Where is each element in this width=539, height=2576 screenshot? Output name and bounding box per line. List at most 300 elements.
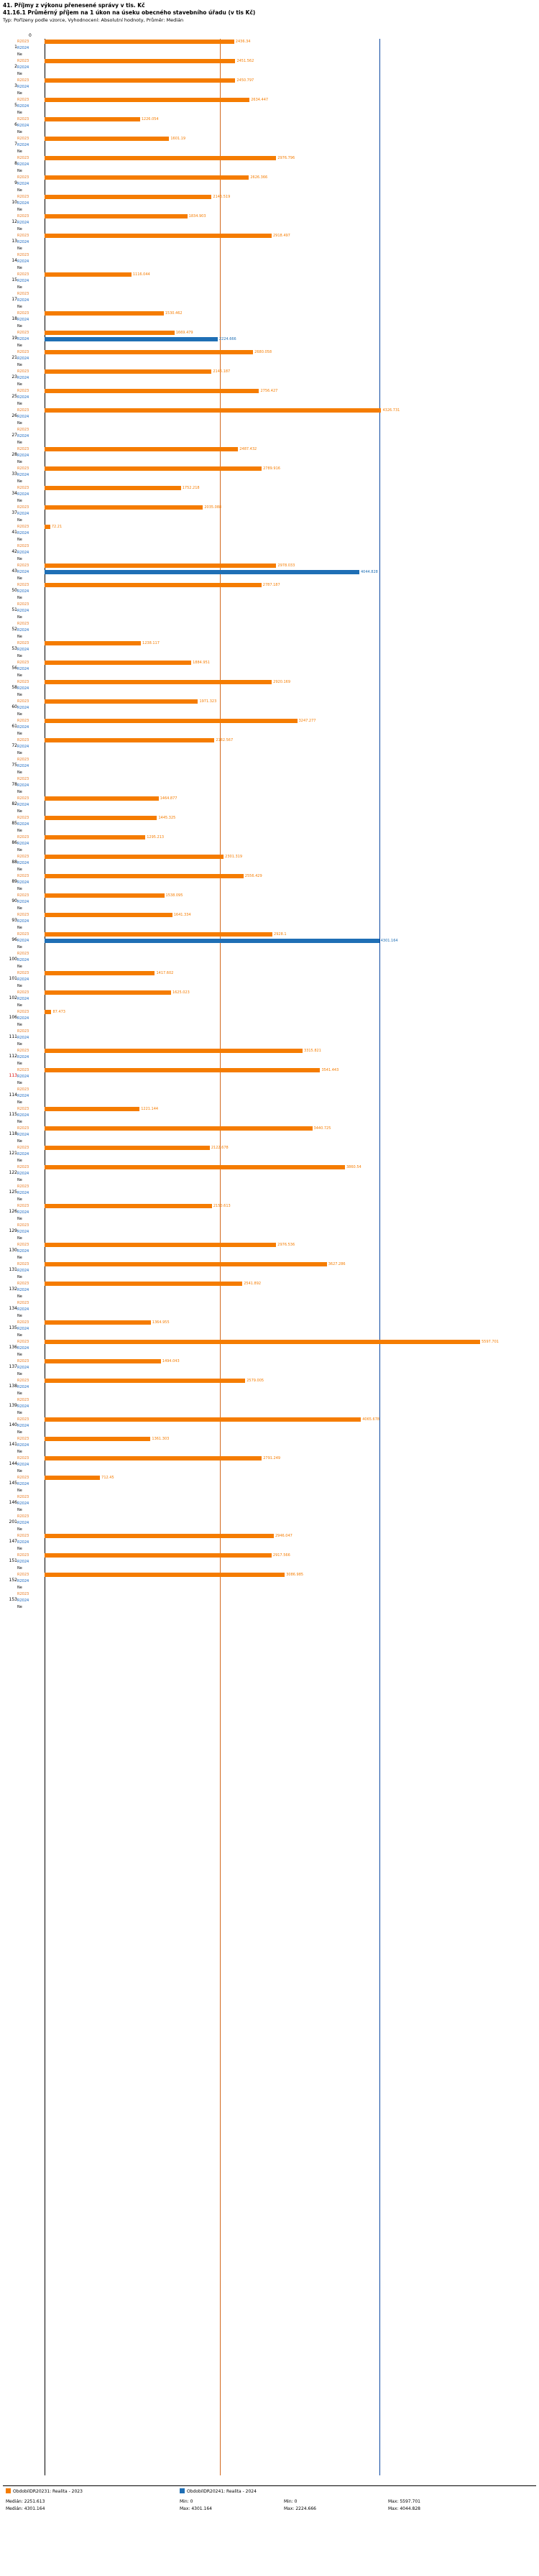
series-label: Ne bbox=[17, 886, 22, 891]
chart-title-line2: 41.16.1 Průměrný příjem na 1 úkon na úseku obecného stavebního úřadu (v tis Kč) bbox=[3, 9, 256, 16]
bar-row bbox=[17, 873, 539, 879]
series-label: Ne bbox=[17, 1468, 22, 1473]
bar bbox=[45, 971, 155, 976]
bar-row bbox=[17, 1591, 539, 1597]
bar-group bbox=[0, 873, 539, 893]
bar-row-empty bbox=[17, 440, 539, 446]
bar-value-label: 2789.916 bbox=[263, 466, 280, 471]
bar-row bbox=[17, 1203, 539, 1209]
bar-row bbox=[17, 1132, 539, 1138]
bar-row-empty bbox=[17, 1041, 539, 1047]
bar-value-label: 2146.187 bbox=[213, 369, 231, 374]
bar-group bbox=[0, 446, 539, 466]
category-label: 14 bbox=[11, 258, 17, 263]
bar-row bbox=[17, 511, 539, 517]
bar-row bbox=[17, 1404, 539, 1409]
series-label: R2024 bbox=[17, 1559, 29, 1564]
bar-group bbox=[0, 252, 539, 272]
series-label: R2024 bbox=[17, 1326, 29, 1331]
bar-value-label: 1625.023 bbox=[172, 990, 190, 995]
series-label: R2024 bbox=[17, 220, 29, 225]
series-label: R2023 bbox=[17, 970, 29, 975]
series-label: R2024 bbox=[17, 802, 29, 807]
bar bbox=[45, 175, 249, 180]
max-2024c: Max: 4044.828 bbox=[388, 2506, 420, 2511]
bar-row-empty bbox=[17, 712, 539, 717]
bar-value-label: 2541.892 bbox=[244, 1281, 262, 1286]
bar-row bbox=[17, 932, 539, 937]
series-label: R2024 bbox=[17, 919, 29, 924]
series-label: R2023 bbox=[17, 737, 29, 742]
series-label: Ne bbox=[17, 479, 22, 484]
series-label: R2024 bbox=[17, 1578, 29, 1583]
series-label: Ne bbox=[17, 906, 22, 911]
bar-row-empty bbox=[17, 479, 539, 484]
series-label: R2023 bbox=[17, 1455, 29, 1460]
bar-row bbox=[17, 763, 539, 769]
bar-group bbox=[0, 854, 539, 873]
category-label: 147 bbox=[9, 1539, 17, 1544]
series-label: R2024 bbox=[17, 744, 29, 749]
bar-value-label: 2626.366 bbox=[250, 175, 268, 180]
series-label: R2023 bbox=[17, 136, 29, 141]
series-label: R2024 bbox=[17, 783, 29, 788]
series-label: R2024 bbox=[17, 1054, 29, 1059]
category-label: 121 bbox=[9, 1151, 17, 1156]
chart-header bbox=[0, 0, 539, 24]
bar-group bbox=[0, 970, 539, 990]
bar bbox=[45, 156, 276, 161]
bar-row bbox=[17, 1223, 539, 1228]
bar-value-label: 2487.432 bbox=[239, 446, 257, 451]
series-label: R2024 bbox=[17, 298, 29, 303]
series-label: R2023 bbox=[17, 388, 29, 393]
bar-group bbox=[0, 330, 539, 349]
bar-row bbox=[17, 640, 539, 646]
bar bbox=[45, 1573, 285, 1578]
bar-value-label: 2920.169 bbox=[273, 679, 291, 684]
bar-group bbox=[0, 1184, 539, 1203]
bar-row bbox=[17, 1035, 539, 1041]
series-label: R2024 bbox=[17, 880, 29, 885]
bar-group bbox=[0, 310, 539, 330]
bar-value-label: 2917.566 bbox=[272, 1552, 290, 1558]
series-label: R2023 bbox=[17, 1494, 29, 1499]
bar bbox=[45, 1049, 303, 1054]
bar-row-empty bbox=[17, 925, 539, 931]
series-label: R2023 bbox=[17, 912, 29, 917]
category-label: 7 bbox=[14, 142, 17, 147]
bar-row bbox=[17, 1455, 539, 1461]
category-label: 56 bbox=[11, 666, 17, 671]
series-label: Ne bbox=[17, 1391, 22, 1396]
bar-group bbox=[0, 1126, 539, 1145]
bar-row-empty bbox=[17, 91, 539, 96]
series-label: Ne bbox=[17, 110, 22, 115]
bar-value-label: 3860.54 bbox=[346, 1164, 361, 1169]
bar-row bbox=[17, 78, 539, 83]
series-label: Ne bbox=[17, 323, 22, 328]
bar-row bbox=[17, 1307, 539, 1312]
bar-value-label: 2301.319 bbox=[225, 854, 243, 859]
bar-row bbox=[17, 705, 539, 711]
series-label: Ne bbox=[17, 595, 22, 600]
bar-row bbox=[17, 1540, 539, 1545]
series-label: R2023 bbox=[17, 932, 29, 937]
bar-row-empty bbox=[17, 770, 539, 776]
series-label: Ne bbox=[17, 226, 22, 231]
bar-group bbox=[0, 136, 539, 155]
bar-group bbox=[0, 1514, 539, 1533]
bar-row bbox=[17, 1164, 539, 1170]
series-label: R2023 bbox=[17, 1029, 29, 1034]
bar-row bbox=[17, 757, 539, 763]
bar-value-label: 3627.286 bbox=[328, 1261, 346, 1266]
bar bbox=[45, 311, 164, 316]
category-label: 23 bbox=[11, 374, 17, 380]
series-label: Ne bbox=[17, 71, 22, 76]
bar-row bbox=[17, 893, 539, 898]
bar-row-empty bbox=[17, 1119, 539, 1125]
series-label: Ne bbox=[17, 983, 22, 988]
bar bbox=[45, 214, 188, 219]
series-label: Ne bbox=[17, 518, 22, 523]
series-label: R2024 bbox=[17, 1423, 29, 1428]
bar-value-label: 2451.562 bbox=[236, 58, 254, 63]
min-2024: Min: 0 bbox=[284, 2499, 298, 2504]
category-label: 27 bbox=[11, 433, 17, 438]
category-label: 112 bbox=[9, 1054, 17, 1059]
series-label: R2024 bbox=[17, 647, 29, 652]
bar-value-label: 1884.951 bbox=[193, 660, 210, 665]
bar-row-empty bbox=[17, 52, 539, 58]
bar bbox=[45, 1359, 161, 1364]
bar-row bbox=[17, 1248, 539, 1254]
series-label: R2024 bbox=[17, 1210, 29, 1215]
category-label: 113 bbox=[9, 1073, 17, 1078]
series-label: R2024 bbox=[17, 1540, 29, 1545]
median-2023: Medián: 2251.613 bbox=[6, 2499, 45, 2504]
category-label: 10 bbox=[11, 200, 17, 205]
bar-row-empty bbox=[17, 809, 539, 814]
series-label: R2024 bbox=[17, 1365, 29, 1370]
bar-value-label: 1752.218 bbox=[182, 485, 200, 490]
series-label: R2024 bbox=[17, 317, 29, 322]
bar-row bbox=[17, 272, 539, 277]
series-label: Ne bbox=[17, 828, 22, 833]
bar-row-empty bbox=[17, 226, 539, 232]
bar-row bbox=[17, 388, 539, 394]
bar-row bbox=[17, 181, 539, 187]
category-label: 3 bbox=[14, 83, 17, 88]
series-label: R2024 bbox=[17, 938, 29, 943]
bar-value-label: 2787.187 bbox=[262, 582, 280, 587]
series-label: Ne bbox=[17, 1410, 22, 1415]
bar-group bbox=[0, 116, 539, 136]
category-label: 145 bbox=[9, 1481, 17, 1486]
series-label: R2023 bbox=[17, 1203, 29, 1208]
series-label: R2024 bbox=[17, 1113, 29, 1118]
legend-item-2023 bbox=[6, 2488, 83, 2494]
bar-group bbox=[0, 233, 539, 252]
category-label: 37 bbox=[11, 510, 17, 515]
bar-value-label: 1530.462 bbox=[165, 310, 183, 316]
bar-row-empty bbox=[17, 1449, 539, 1455]
series-label: Ne bbox=[17, 673, 22, 678]
series-label: R2024 bbox=[17, 278, 29, 283]
series-label: R2024 bbox=[17, 142, 29, 147]
bar-group bbox=[0, 679, 539, 699]
bar bbox=[45, 990, 171, 995]
bar-value-label: 4065.678 bbox=[362, 1417, 380, 1422]
series-label: Ne bbox=[17, 343, 22, 348]
series-label: Ne bbox=[17, 440, 22, 445]
series-label: R2024 bbox=[17, 1171, 29, 1176]
series-label: R2023 bbox=[17, 1300, 29, 1305]
bar bbox=[45, 337, 218, 342]
bar-row-empty bbox=[17, 1294, 539, 1300]
bar bbox=[45, 1068, 320, 1073]
series-label: R2023 bbox=[17, 58, 29, 63]
bar-row bbox=[17, 589, 539, 594]
bar-row bbox=[17, 1190, 539, 1196]
category-label: 82 bbox=[11, 801, 17, 806]
series-label: R2023 bbox=[17, 291, 29, 296]
series-label: R2024 bbox=[17, 395, 29, 400]
footer-divider bbox=[3, 2485, 536, 2486]
series-label: R2023 bbox=[17, 213, 29, 218]
bar-row-empty bbox=[17, 615, 539, 620]
series-label: R2023 bbox=[17, 1378, 29, 1383]
bar-row-empty bbox=[17, 673, 539, 678]
bar bbox=[45, 719, 298, 724]
series-label: Ne bbox=[17, 420, 22, 426]
bar-row bbox=[17, 724, 539, 730]
bar-row bbox=[17, 1145, 539, 1151]
series-label: R2023 bbox=[17, 1591, 29, 1596]
category-label: 132 bbox=[9, 1287, 17, 1292]
series-label: Ne bbox=[17, 401, 22, 406]
series-label: R2023 bbox=[17, 776, 29, 781]
bar-row bbox=[17, 783, 539, 788]
series-label: R2023 bbox=[17, 718, 29, 723]
bar-value-label: 2946.047 bbox=[275, 1533, 292, 1538]
bar-row-empty bbox=[17, 382, 539, 387]
stats-minmax-1 bbox=[180, 2498, 212, 2513]
bar-value-label: 2634.447 bbox=[251, 97, 269, 102]
bar-row-empty bbox=[17, 1158, 539, 1164]
series-label: R2024 bbox=[17, 1384, 29, 1389]
bar bbox=[45, 699, 198, 704]
bar-row-empty bbox=[17, 1527, 539, 1532]
bar-group bbox=[0, 155, 539, 175]
bar-value-label: 3247.277 bbox=[298, 718, 316, 723]
bar-row-empty bbox=[17, 1546, 539, 1552]
bar-group bbox=[0, 1145, 539, 1164]
series-label: R2023 bbox=[17, 194, 29, 199]
category-label: 126 bbox=[9, 1209, 17, 1214]
series-label: R2024 bbox=[17, 511, 29, 516]
series-label: R2024 bbox=[17, 472, 29, 477]
bar bbox=[45, 796, 159, 801]
bar-value-label: 1494.043 bbox=[162, 1358, 180, 1363]
bar-row bbox=[17, 660, 539, 666]
bar-row bbox=[17, 65, 539, 70]
bar-row bbox=[17, 201, 539, 206]
bar-group bbox=[0, 718, 539, 737]
chart-subtitle: Typ: Pořízeny podle vzorce, Vyhodnocení: Absolutní hodnoty, Průměr: Medián bbox=[3, 17, 184, 23]
bar-group bbox=[0, 466, 539, 485]
bar-row-empty bbox=[17, 847, 539, 853]
series-label: R2023 bbox=[17, 1533, 29, 1538]
series-label: R2023 bbox=[17, 369, 29, 374]
bar-row bbox=[17, 627, 539, 633]
bar bbox=[45, 1340, 480, 1345]
category-label: 72 bbox=[11, 743, 17, 748]
bar-row bbox=[17, 1281, 539, 1287]
bar-row bbox=[17, 1126, 539, 1131]
bar-row-empty bbox=[17, 401, 539, 407]
bar-value-label: 3086.985 bbox=[286, 1572, 304, 1577]
category-label: 90 bbox=[11, 898, 17, 903]
series-label: R2024 bbox=[17, 822, 29, 827]
bar bbox=[45, 40, 234, 45]
bar-row-empty bbox=[17, 1352, 539, 1358]
bar-row bbox=[17, 621, 539, 627]
bar-row bbox=[17, 45, 539, 51]
series-label: Ne bbox=[17, 712, 22, 717]
series-label: R2024 bbox=[17, 1481, 29, 1486]
bar-row bbox=[17, 686, 539, 691]
bar-row-empty bbox=[17, 1100, 539, 1105]
bar-value-label: 1295.213 bbox=[147, 834, 165, 840]
bar-group bbox=[0, 1358, 539, 1378]
series-label: R2024 bbox=[17, 123, 29, 128]
bar-value-label: 4301.164 bbox=[380, 938, 398, 943]
bar-row-empty bbox=[17, 1488, 539, 1494]
legend-swatch-2023 bbox=[6, 2488, 11, 2493]
category-label: 141 bbox=[9, 1442, 17, 1447]
bar bbox=[45, 816, 157, 821]
category-label: 129 bbox=[9, 1228, 17, 1233]
bar-group bbox=[0, 1106, 539, 1126]
bar-row bbox=[17, 136, 539, 142]
min-2023: Min: 0 bbox=[180, 2499, 193, 2504]
bar-row-empty bbox=[17, 1061, 539, 1067]
series-label: R2024 bbox=[17, 569, 29, 574]
bar bbox=[45, 939, 379, 944]
bar bbox=[45, 564, 276, 569]
bar-row-empty bbox=[17, 1255, 539, 1261]
bar bbox=[45, 1243, 276, 1248]
bar-row bbox=[17, 259, 539, 264]
bar-row bbox=[17, 356, 539, 362]
bar bbox=[45, 913, 172, 918]
category-label: 2 bbox=[14, 64, 17, 69]
bar-row bbox=[17, 1048, 539, 1054]
series-label: R2024 bbox=[17, 181, 29, 186]
bar-row-empty bbox=[17, 1138, 539, 1144]
bar bbox=[45, 350, 253, 355]
bar-group bbox=[0, 524, 539, 543]
bar-row bbox=[17, 880, 539, 886]
bar-value-label: 1221.144 bbox=[141, 1106, 159, 1111]
bar-row-empty bbox=[17, 207, 539, 213]
category-label: 43 bbox=[11, 569, 17, 574]
series-label: R2023 bbox=[17, 1067, 29, 1072]
series-label: R2023 bbox=[17, 1223, 29, 1228]
bar-row bbox=[17, 485, 539, 491]
bar-value-label: 3315.821 bbox=[304, 1048, 321, 1053]
bar-row bbox=[17, 957, 539, 963]
bar-row bbox=[17, 1358, 539, 1364]
category-label: 53 bbox=[11, 646, 17, 651]
bar-group bbox=[0, 1417, 539, 1436]
category-label: 60 bbox=[11, 704, 17, 709]
series-label: R2024 bbox=[17, 356, 29, 361]
bar-row bbox=[17, 744, 539, 750]
bar-row bbox=[17, 815, 539, 821]
bar bbox=[45, 1165, 345, 1170]
series-label: R2024 bbox=[17, 1462, 29, 1467]
bar-row-empty bbox=[17, 188, 539, 193]
bar-value-label: 3440.725 bbox=[313, 1126, 331, 1131]
bar-row bbox=[17, 116, 539, 122]
bar-value-label: 1445.325 bbox=[158, 815, 176, 820]
bar-value-label: 2182.567 bbox=[216, 737, 234, 742]
bar-value-label: 1641.334 bbox=[173, 912, 191, 917]
series-label: R2023 bbox=[17, 1242, 29, 1247]
category-label: 51 bbox=[11, 607, 17, 612]
bar-value-label: 1417.602 bbox=[156, 970, 174, 975]
bar-row bbox=[17, 543, 539, 549]
category-label: 78 bbox=[11, 782, 17, 787]
bar-value-label: 2224.666 bbox=[218, 336, 236, 341]
bar-group bbox=[0, 834, 539, 854]
bar-value-label: 1601.19 bbox=[170, 136, 186, 141]
bar-group bbox=[0, 893, 539, 912]
bar-row-empty bbox=[17, 1410, 539, 1416]
category-label: 138 bbox=[9, 1384, 17, 1389]
category-label: 122 bbox=[9, 1170, 17, 1175]
bar bbox=[45, 835, 145, 840]
bar-group bbox=[0, 1533, 539, 1552]
bar-group bbox=[0, 213, 539, 233]
bar-row bbox=[17, 1093, 539, 1099]
bar-group bbox=[0, 1397, 539, 1417]
bar-group bbox=[0, 1203, 539, 1223]
category-label: 100 bbox=[9, 957, 17, 962]
bar-row bbox=[17, 1365, 539, 1371]
series-label: R2024 bbox=[17, 1346, 29, 1351]
bar-group bbox=[0, 58, 539, 78]
bar-group bbox=[0, 582, 539, 602]
bar-row-empty bbox=[17, 168, 539, 174]
bar-row bbox=[17, 492, 539, 497]
series-label: Ne bbox=[17, 1371, 22, 1376]
category-label: 26 bbox=[11, 413, 17, 418]
category-label: 140 bbox=[9, 1422, 17, 1427]
bar-row-empty bbox=[17, 498, 539, 504]
bar-row bbox=[17, 822, 539, 827]
bar-group bbox=[0, 175, 539, 194]
bar-group bbox=[0, 1067, 539, 1087]
bar-row-empty bbox=[17, 459, 539, 465]
bar-row-empty bbox=[17, 1507, 539, 1513]
bar-row bbox=[17, 1151, 539, 1157]
bar-row bbox=[17, 1268, 539, 1274]
bar-row bbox=[17, 84, 539, 90]
